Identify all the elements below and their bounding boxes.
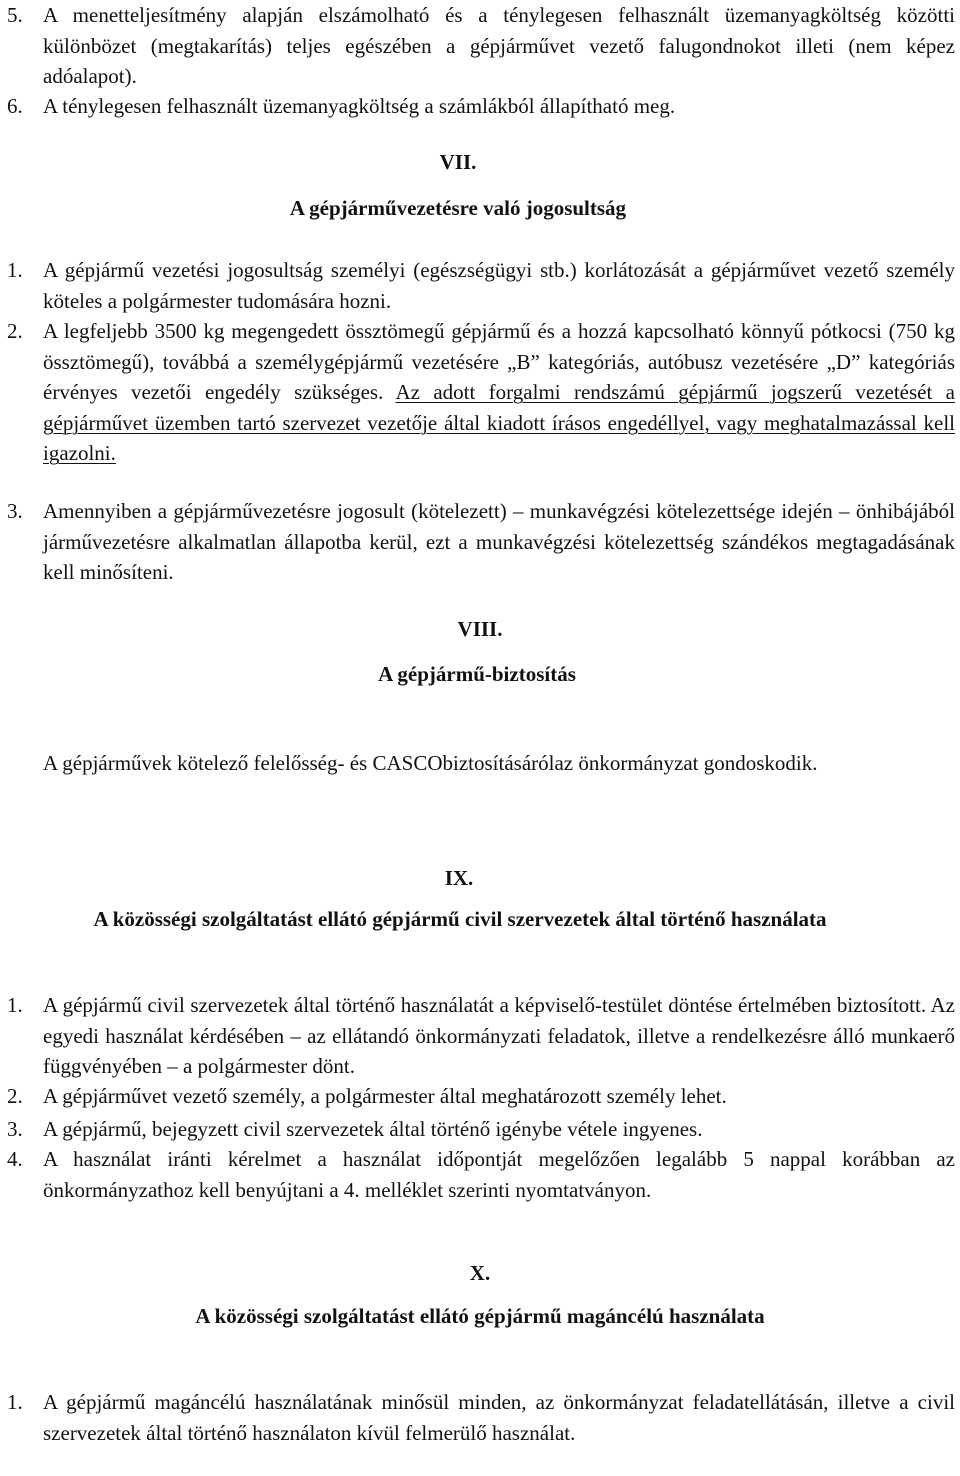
list-item-vii-2: [7, 316, 955, 469]
list-item-x-1: [7, 1387, 955, 1448]
list-item-vii-3: [7, 496, 955, 588]
item-number: 6.: [7, 94, 23, 118]
item-text-block: [43, 316, 955, 469]
section-numeral-viii: VIII.: [457, 617, 503, 641]
section-numeral-vii: VII.: [439, 150, 477, 174]
item-text: A gépjármű, bejegyzett civil szervezetek által történő igénybe vétele ingyenes.: [43, 1117, 703, 1141]
section-title-viii: A gépjármű-biztosítás: [378, 662, 576, 686]
item-number: 3.: [7, 1117, 23, 1141]
list-item-ix-4: [7, 1144, 955, 1205]
item-number: 4.: [7, 1147, 23, 1171]
section-numeral-ix: IX.: [444, 866, 474, 890]
item-text: A gépjármű vezetési jogosultság személyi (egészségügyi stb.) korlátozását a gépjárművet vezető személy köteles a polgármester tudomására hozni.: [43, 258, 955, 313]
list-item-vii-1: [7, 255, 955, 316]
item-number: 3.: [7, 499, 23, 523]
section-title-x: A közösségi szolgáltatást ellátó gépjármű magáncélú használata: [195, 1304, 765, 1328]
item-number: 1.: [7, 993, 23, 1017]
section-numeral-x: X.: [469, 1261, 491, 1285]
section-title-ix: A közösségi szolgáltatást ellátó gépjármű civil szervezetek által történő használata: [93, 907, 827, 931]
item-text: A menetteljesítmény alapján elszámolható és a ténylegesen felhasznált üzemanyagköltség közötti különbözet (megtakarítás) teljes egészében a gépjárművet vezető falugondnokot illeti (nem képez adóalapot).: [43, 3, 955, 88]
item-number: 5.: [7, 3, 23, 27]
list-item-5: [7, 0, 955, 92]
section-title-vii: A gépjárművezetésre való jogosultság: [289, 196, 627, 220]
list-item-ix-2: [7, 1081, 955, 1112]
item-text: A gépjármű magáncélú használatának minősül minden, az önkormányzat feladatellátásán, illetve a civil szervezetek által történő használaton kívül felmerülő használat.: [43, 1390, 955, 1445]
item-number: 2.: [7, 1084, 23, 1108]
item-number: 1.: [7, 258, 23, 282]
item-number: 1.: [7, 1390, 23, 1414]
item-text: A használat iránti kérelmet a használat időpontját megelőzően legalább 5 nappal korábban az önkormányzathoz kell benyújtani a 4. melléklet szerinti nyomtatványon.: [43, 1147, 955, 1202]
list-item-6: [7, 91, 955, 122]
list-item-ix-3: [7, 1114, 955, 1145]
item-text: A legfeljebb 3500 kg megengedett össztömegű gépjármű és a hozzá kapcsolható könnyű pótkocsi (750 kg össztömegű), továbbá a személygépjármű vezetésére „B” kategóriás, autóbusz vezetésére „D” kategóriás érvényes vezetői engedély szükséges.: [43, 319, 955, 404]
item-text: A gépjármű civil szervezetek által történő használatát a képviselő-testület döntése értelmében biztosított. Az egyedi használat kérdésében – az ellátandó önkormányzati feladatok, illetve a rendelkezésre álló munkaerő függvényében – a polgármester dönt.: [43, 993, 955, 1078]
item-text: A gépjárművet vezető személy, a polgármester által meghatározott személy lehet.: [43, 1084, 727, 1108]
list-item-ix-1: [7, 990, 955, 1082]
item-text: Amennyiben a gépjárművezetésre jogosult (kötelezett) – munkavégzési kötelezettsége idején – önhibájából járművezetésre alkalmatlan állapotba kerül, ezt a munkavégzési kötelezettség szándékos megtagadásának kell minősíteni.: [43, 499, 955, 584]
section-viii-paragraph: A gépjárművek kötelező felelősség- és CASCObiztosításárólaz önkormányzat gondoskodik.: [43, 751, 818, 775]
item-text: A ténylegesen felhasznált üzemanyagköltség a számlákból állapítható meg.: [43, 94, 676, 118]
item-text-underlined: Az adott forgalmi rendszámú gépjármű jogszerű vezetését a gépjárművet üzemben tartó szervezet vezetője által kiadott írásos engedéllyel, vagy meghatalmazással kell igazolni.: [43, 380, 955, 465]
item-number: 2.: [7, 319, 23, 343]
